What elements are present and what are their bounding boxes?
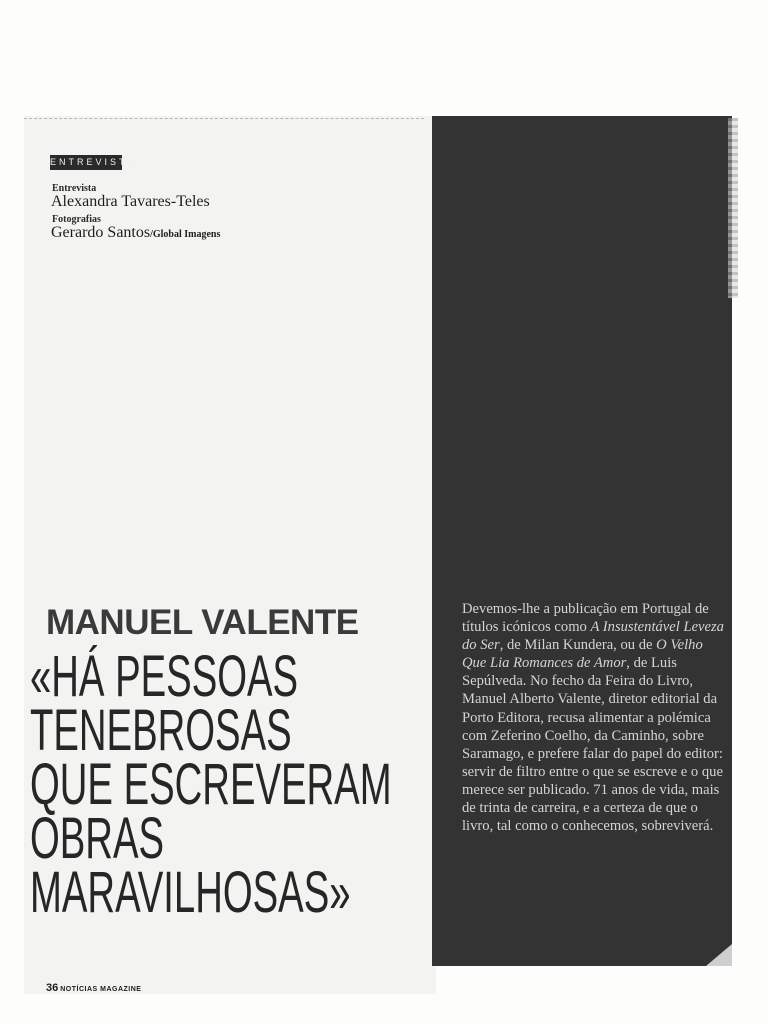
lede-paragraph: [462, 600, 724, 835]
book-title: A Insustentável Leveza do Ser: [462, 619, 724, 654]
book-title: O Velho Que Lia Romances de Amor: [462, 637, 703, 672]
headline-quote-line: MARAVILHOSAS»: [30, 860, 351, 925]
headline-name: MANUEL VALENTE: [46, 603, 359, 642]
torn-edge: [728, 118, 738, 298]
page-number: 36: [46, 982, 59, 994]
headline-quote: [30, 644, 392, 925]
lede-text: Devemos-lhe a publicação em Portugal de títulos icónicos como: [462, 601, 709, 636]
magazine-name: NOTÍCIAS MAGAZINE: [60, 986, 142, 993]
headline-quote-line: «HÁ PESSOAS: [30, 644, 299, 709]
photographer-name: Gerardo Santos: [51, 224, 151, 241]
interviewer-name: Alexandra Tavares-Teles: [51, 193, 210, 210]
section-tag: ENTREVISTA: [50, 155, 122, 170]
photo-panel: [432, 116, 732, 966]
page-corner-fold: [706, 944, 732, 966]
photos-label: Fotografias: [52, 214, 101, 225]
top-rule: [24, 118, 424, 120]
headline-quote-line: QUE ESCREVERAM: [30, 752, 392, 817]
lede-text: , de Luis Sepúlveda. No fecho da Feira do Livro, Manuel Alberto Valente, diretor editorial da Porto Editora, recusa alimentar a polémica com Zeferino Coelho, da Caminho, sobre Saramago, e prefere falar do papel do editor: servir de filtro entre o que se escreve e o que merece ser publicado. 71 anos de vida, mais de trinta de carreira, e a certeza de que o livro, tal como o conhecemos, sobreviverá.: [462, 655, 723, 835]
headline-quote-line: TENEBROSAS: [30, 698, 292, 763]
photo-agency: /Global Imagens: [150, 229, 221, 240]
lede-text: , de Milan Kundera, ou de: [499, 637, 657, 654]
interview-label: Entrevista: [52, 183, 97, 194]
headline-quote-line: OBRAS: [30, 806, 165, 871]
photographer-credit: [51, 224, 220, 242]
page-footer: [46, 982, 141, 994]
